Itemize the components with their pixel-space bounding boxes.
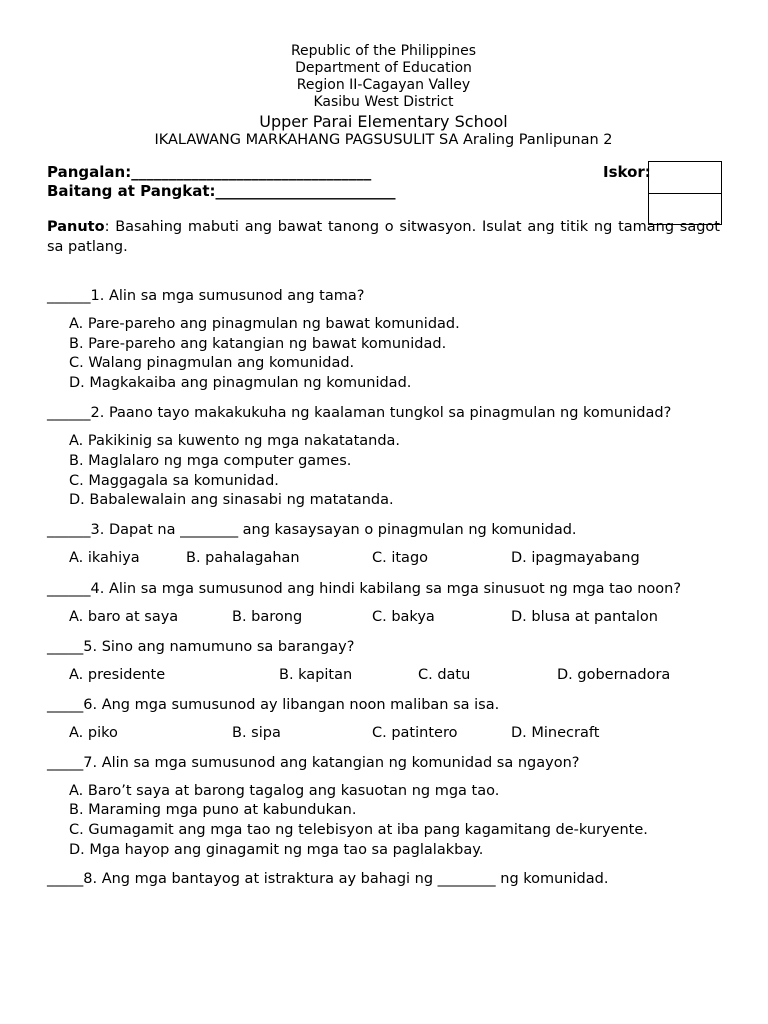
score-box xyxy=(648,161,722,225)
option-b: B. Maraming mga puno at kabundukan. xyxy=(69,802,357,819)
question-text: ______2. Paano tayo makakukuha ng kaalaman tungkol sa pinagmulan ng komunidad? xyxy=(47,405,672,422)
option-b: B. barong xyxy=(232,608,303,625)
option-a: A. Pare-pareho ang pinagmulan ng bawat komunidad. xyxy=(69,316,460,332)
question-text: _____7. Alin sa mga sumusunod ang katangian ng komunidad sa ngayon? xyxy=(47,754,580,771)
option-d: D. ipagmayabang xyxy=(511,549,640,566)
option-a: A. Pakikinig sa kuwento ng mga nakatatanda. xyxy=(69,433,401,450)
question-text: ______3. Dapat na ________ ang kasaysayan o pinagmulan ng komunidad. xyxy=(47,521,577,538)
question-text: _____8. Ang mga bantayog at istraktura ay bahagi ng ________ ng komunidad. xyxy=(47,871,609,888)
question-text: _____6. Ang mga sumusunod ay libangan noon maliban sa isa. xyxy=(47,696,500,713)
options-list xyxy=(69,432,720,510)
option-c: C. Maggagala sa komunidad. xyxy=(69,472,279,489)
option-d: D. Magkakaiba ang pinagmulan ng komunidad. xyxy=(69,374,412,391)
option-d: D. gobernadora xyxy=(557,666,671,683)
option-c: C. patintero xyxy=(372,724,458,741)
student-info xyxy=(47,163,720,207)
option-d: D. Mga hayop ang ginagamit ng mga tao sa paglalakbay. xyxy=(69,841,484,858)
question-8 xyxy=(47,870,720,889)
options-row xyxy=(47,609,720,629)
option-d: D. Minecraft xyxy=(511,724,600,741)
directions-label: Panuto xyxy=(47,219,105,235)
options-row xyxy=(47,725,720,745)
header-region: Region II-Cagayan Valley xyxy=(296,77,471,93)
question-text: ______1. Alin sa mga sumusunod ang tama? xyxy=(47,288,365,304)
option-c: C. bakya xyxy=(372,608,435,625)
option-a: A. Baro’t saya at barong tagalog ang kasuotan ng mga tao. xyxy=(69,782,500,799)
header-department: Department of Education xyxy=(295,60,472,76)
header-republic: Republic of the Philippines xyxy=(290,43,477,59)
name-field: Pangalan:________________________________ xyxy=(47,163,372,181)
option-a: A. ikahiya xyxy=(69,549,140,566)
directions xyxy=(47,217,720,257)
option-d: D. blusa at pantalon xyxy=(511,608,658,625)
option-a: A. piko xyxy=(69,724,118,741)
question-5 xyxy=(47,638,720,687)
option-b: B. kapitan xyxy=(279,666,353,683)
option-c: C. Gumagamit ang mga tao ng telebisyon at iba pang kagamitang de-kuryente. xyxy=(69,821,648,838)
option-d: D. Babalewalain ang sinasabi ng matatanda. xyxy=(69,492,394,509)
question-4 xyxy=(47,580,720,629)
question-6 xyxy=(47,696,720,745)
question-7 xyxy=(47,754,720,860)
school-name: Upper Parai Elementary School xyxy=(259,112,508,131)
question-2 xyxy=(47,404,720,510)
options-row xyxy=(47,550,720,570)
option-a: A. baro at saya xyxy=(69,608,179,625)
question-text: ______4. Alin sa mga sumusunod ang hindi kabilang sa mga sinusuot ng mga tao noon? xyxy=(47,580,682,597)
options-list xyxy=(69,315,720,393)
grade-section-field: Baitang at Pangkat:________________________ xyxy=(47,182,396,200)
score-box-divider xyxy=(649,193,721,194)
directions-text: : Basahing mabuti ang bawat tanong o sitwasyon. Isulat ang titik ng tamang sagot sa patlang. xyxy=(47,219,720,255)
option-b: B. Maglalaro ng mga computer games. xyxy=(69,452,352,469)
exam-page xyxy=(47,43,720,889)
option-c: C. Walang pinagmulan ang komunidad. xyxy=(69,355,355,372)
option-c: C. datu xyxy=(418,666,471,683)
option-b: B. pahalagahan xyxy=(186,549,300,566)
score-label: Iskor: xyxy=(603,163,651,181)
option-b: B. sipa xyxy=(232,724,281,741)
options-row xyxy=(47,667,720,687)
header-district: Kasibu West District xyxy=(313,94,454,110)
option-c: C. itago xyxy=(372,549,429,566)
question-1 xyxy=(47,287,720,393)
exam-title: IKALAWANG MARKAHANG PAGSUSULIT SA Araling Panlipunan 2 xyxy=(154,132,613,148)
option-a: A. presidente xyxy=(69,666,166,683)
document-header xyxy=(47,43,720,149)
options-list xyxy=(69,782,720,860)
question-text: _____5. Sino ang namumuno sa barangay? xyxy=(47,638,355,655)
question-3 xyxy=(47,521,720,570)
option-b: B. Pare-pareho ang katangian ng bawat komunidad. xyxy=(69,335,447,352)
